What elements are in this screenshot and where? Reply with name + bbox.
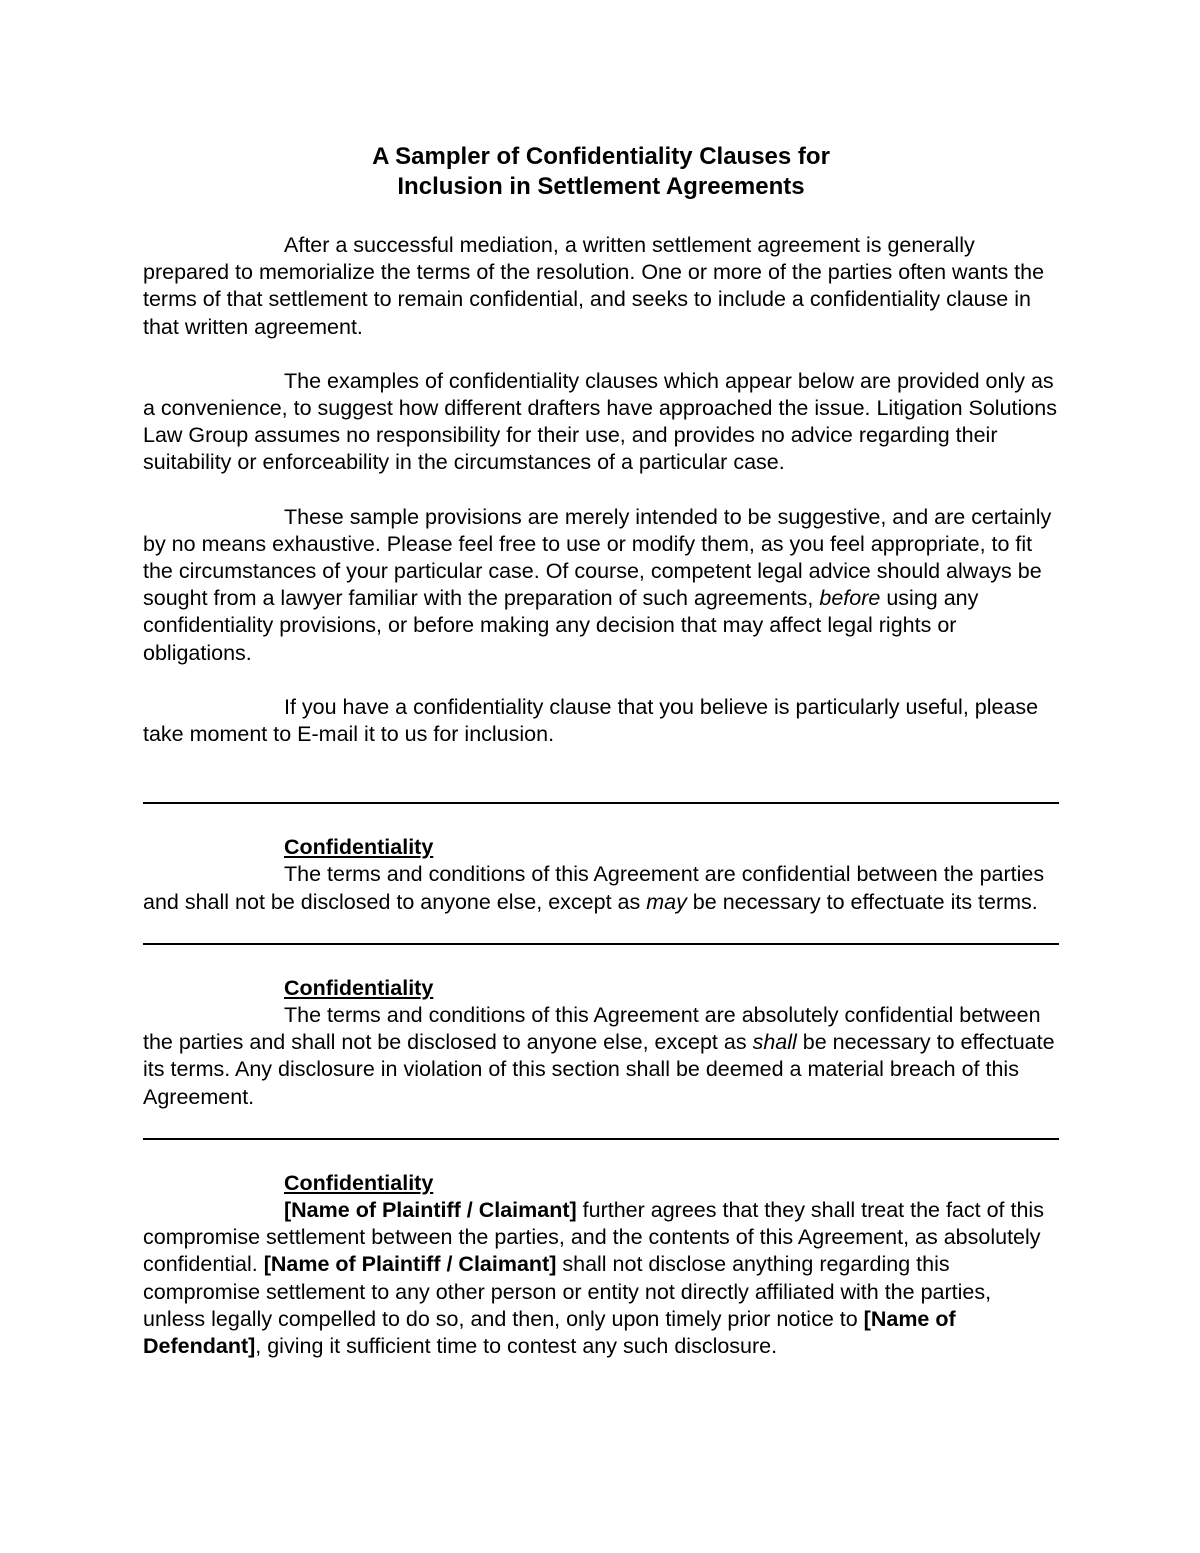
clause-heading: Confidentiality	[284, 835, 434, 860]
clause-3	[143, 1170, 1059, 1360]
clause-1	[143, 834, 1059, 916]
clause-3-text-c: , giving it sufficient time to contest any such disclosure.	[255, 1334, 778, 1359]
clause-text	[143, 1002, 1059, 1111]
plaintiff-placeholder: [Name of Plaintiff / Claimant]	[263, 1252, 557, 1277]
defendant-placeholder: [Name of Defendant]	[143, 1306, 956, 1359]
clause-heading: Confidentiality	[284, 1170, 434, 1195]
intro-paragraph-3	[143, 504, 1059, 667]
clause-2-text-b: be necessary to effectuate its terms. Any disclosure in violation of this section shall be deemed a material breach of this Agreement.	[143, 1030, 1055, 1109]
clause-3-text-a: further agrees that they shall treat the fact of this compromise settlement between the parties, and the contents of this Agreement, as absolutely confidential.	[143, 1198, 1044, 1277]
intro-p3-text-a: These sample provisions are merely intended to be suggestive, and are certainly by no means exhaustive. Please feel free to use or modify them, as you feel appropriate, to fit the circumstances of your particular case. Of course, competent legal advice should always be sought from a lawyer familiar with the preparation of such agreements,	[143, 504, 1052, 611]
title-line-1: A Sampler of Confidentiality Clauses for	[372, 143, 830, 170]
clause-3-text-b: shall not disclose anything regarding this compromise settlement to any other person or entity not directly affiliated with the parties, unless legally compelled to do so, and then, only upon timely prior notice to	[143, 1252, 992, 1331]
clause-text	[143, 1197, 1059, 1360]
clause-1-text-b: be necessary to effectuate its terms.	[686, 889, 1038, 914]
clause-2-emphasis: shall	[752, 1030, 797, 1055]
clause-2-text-a: The terms and conditions of this Agreement are absolutely confidential between the parties and shall not be disclosed to anyone else, except as	[143, 1003, 1041, 1055]
title-line-2: Inclusion in Settlement Agreements	[397, 173, 805, 200]
section-divider	[143, 802, 1059, 804]
clause-heading: Confidentiality	[284, 975, 434, 1000]
clause-1-text-a: The terms and conditions of this Agreement are confidential between the parties and shall not be disclosed to anyone else, except as	[143, 862, 1045, 914]
section-divider	[143, 943, 1059, 945]
intro-paragraph-1: After a successful mediation, a written settlement agreement is generally prepared to memorialize the terms of the resolution. One or more of the parties often wants the terms of that settlement to remain confidential, and seeks to include a confidentiality clause in that written agreement.	[143, 233, 1045, 339]
plaintiff-placeholder: [Name of Plaintiff / Claimant]	[284, 1198, 577, 1223]
clause-text	[143, 861, 1059, 915]
document-title	[143, 142, 1059, 202]
intro-paragraph-2: The examples of confidentiality clauses which appear below are provided only as a convenience, to suggest how different drafters have approached the issue. Litigation Solutions Law Group assumes no responsibility for their use, and provides no advice regarding their suitability or enforceability in the circumstances of a particular case.	[143, 368, 1057, 475]
clause-2	[143, 975, 1059, 1111]
document-body	[143, 142, 1059, 1387]
clause-1-emphasis: may	[646, 889, 687, 914]
intro-p3-text-b: using any confidentiality provisions, or before making any decision that may affect legal rights or obligations.	[143, 586, 979, 665]
section-divider	[143, 1138, 1059, 1140]
intro-p3-emphasis: before	[819, 586, 881, 611]
intro-paragraph-4: If you have a confidentiality clause that you believe is particularly useful, please take moment to E-mail it to us for inclusion.	[143, 694, 1039, 747]
